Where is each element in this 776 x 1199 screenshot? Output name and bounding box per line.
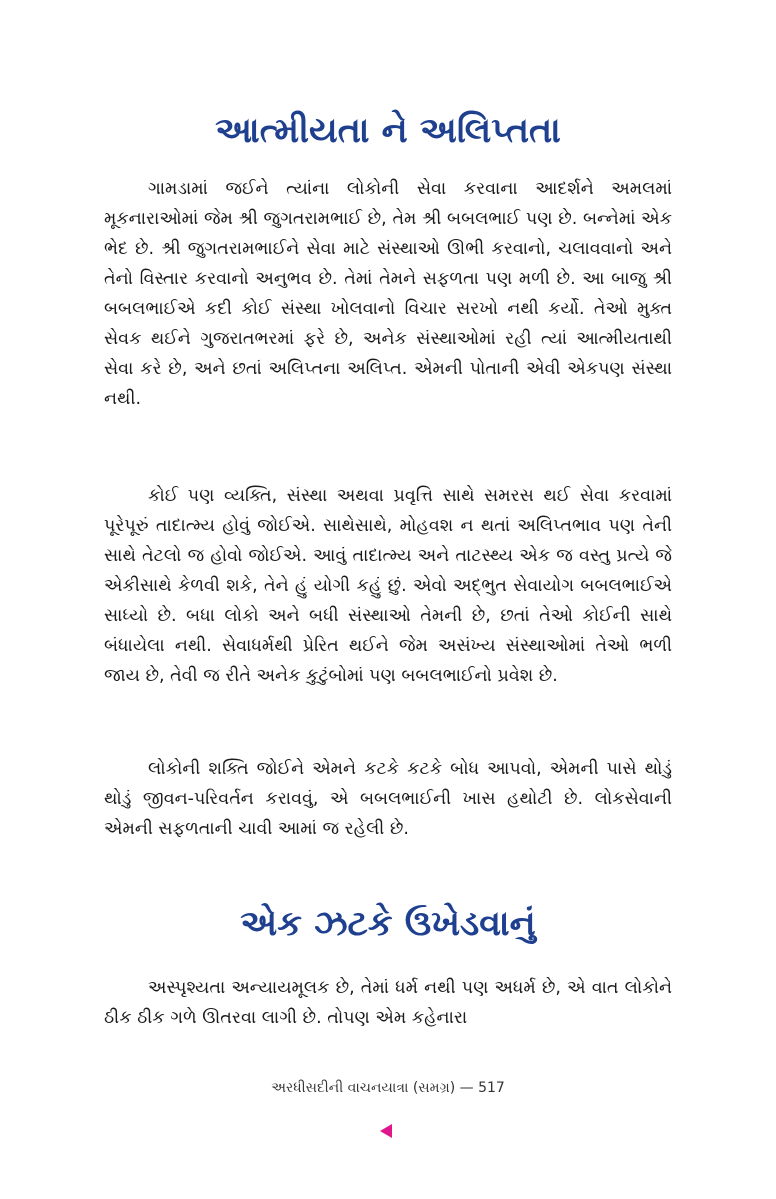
section-heading-2: એક ઝટકે ઉખેડવાનું bbox=[240, 904, 536, 944]
paragraph-4: અસ્પૃશ્યતા અન્યાયમૂલક છે, તેમાં ધર્મ નથી પણ અધર્મ છે, એ વાત લોકોને ઠીક ઠીક ગળે ઊતરવા લાગી છે. તોપણ એમ કહેનારા bbox=[104, 978, 672, 1028]
paragraph-2: કોઈ પણ વ્યક્તિ, સંસ્થા અથવા પ્રવૃત્તિ સાથે સમરસ થઈ સેવા કરવામાં પૂરેપૂરું તાદાત્મ્ય હોવું જોઈએ. સાથેસાથે, મોહવશ ન થતાં અલિપ્તભાવ પણ તેની સાથે તેટલો જ હોવો જોઈએ. આવું તાદાત્મ્ય અને તાટસ્થ્ય એક જ વસ્તુ પ્રત્યે જે એકીસાથે કેળવી શકે, તેને હું યોગી કહું છું. એવો અદ્ભુત સેવાયોગ બબલભાઈએ સાધ્યો છે. બધા લોકો અને બધી સંસ્થાઓ તેમની છે, છતાં તેઓ કોઈની સાથે બંધાયેલા નથી. સેવાધર્મથી પ્રેરિત થઈને જેમ અસંખ્ય સંસ્થાઓમાં તેઓ ભળી જાય છે, તેવી જ રીતે અનેક કુટુંબોમાં પણ બબલભાઈનો પ્રવેશ છે. bbox=[104, 486, 672, 686]
section-heading-1: આત્મીયતા ને અલિપ્તતા bbox=[215, 111, 561, 151]
paragraph-3: લોકોની શક્તિ જોઈને એમને કટકે કટકે બોધ આપવો, એમની પાસે થોડું થોડું જીવન-પરિવર્તન કરાવવું, એ બબલભાઈની ખાસ હથોટી છે. લોકસેવાની એમની સફળતાની ચાવી આમાં જ રહેલી છે. bbox=[104, 759, 672, 839]
paragraph-1: ગામડામાં જઈને ત્યાંના લોકોની સેવા કરવાના આદર્શને અમલમાં મૂકનારાઓમાં જેમ શ્રી જુગતરામભાઈ છે, તેમ શ્રી બબલભાઈ પણ છે. બન્નેમાં એક ભેદ છે. શ્રી જુગતરામભાઈને સેવા માટે સંસ્થાઓ ઊભી કરવાનો, ચલાવવાનો અને તેનો વિસ્તાર કરવાનો અનુભવ છે. તેમાં તેમને સફળતા પણ મળી છે. આ બાજુ શ્રી બબલભાઈએ કદી કોઈ સંસ્થા ખોલવાનો વિચાર સરખો નથી કર્યો. તેઓ મુક્ત સેવક થઈને ગુજરાતભરમાં ફરે છે, અનેક સંસ્થાઓમાં રહી ત્યાં આત્મીયતાથી સેવા કરે છે, અને છતાં અલિપ્તના અલિપ્ત. એમની પોતાની એવી એકપણ સંસ્થા નથી. bbox=[104, 179, 672, 409]
triangle-left-icon[interactable] bbox=[380, 1124, 392, 1138]
page-footer: અરધીસદીની વાચનયાત્રા (સમગ્ર) — 517 bbox=[271, 1080, 505, 1096]
